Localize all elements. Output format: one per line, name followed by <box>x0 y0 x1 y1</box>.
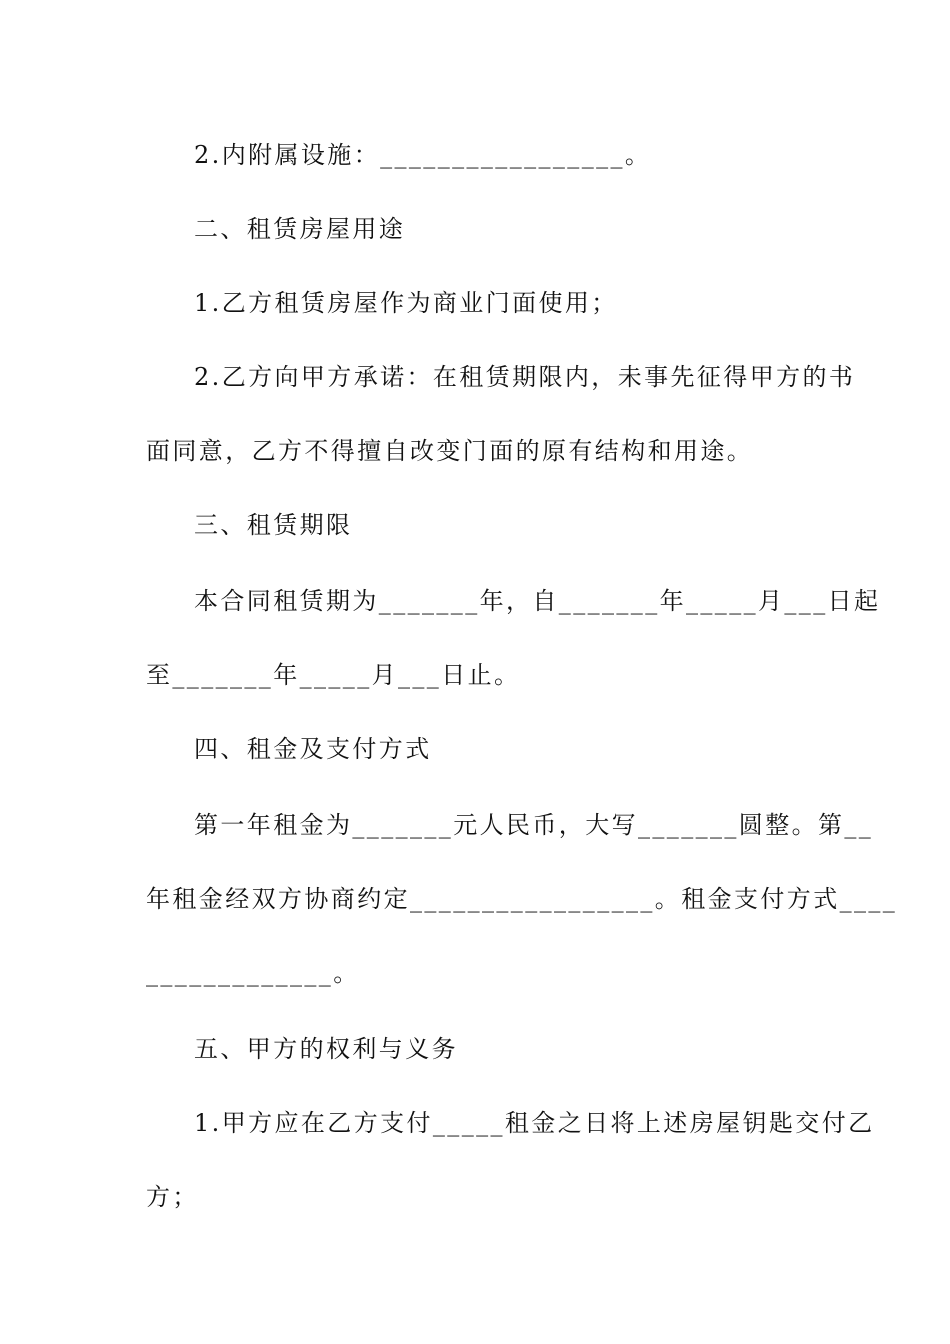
clause-term-line2: 至_______年_____月___日止。 <box>146 661 521 689</box>
section-heading-term: 三、租赁期限 <box>194 511 353 539</box>
clause-party-a-1-line1: 1.甲方应在乙方支付_____租金之日将上述房屋钥匙交付乙 <box>194 1109 875 1137</box>
clause-party-a-1-line2: 方； <box>146 1183 199 1211</box>
clause-purpose-1: 1.乙方租赁房屋作为商业门面使用； <box>194 289 618 317</box>
section-heading-rent: 四、租金及支付方式 <box>194 735 432 763</box>
clause-term-line1: 本合同租赁期为_______年，自_______年_____月___日起 <box>194 587 881 615</box>
clause-rent-line2: 年租金经双方协商约定_________________。租金支付方式____ <box>146 885 898 913</box>
clause-rent-line3: _____________。 <box>146 959 360 987</box>
clause-purpose-2-line2: 面同意，乙方不得擅自改变门面的原有结构和用途。 <box>146 437 754 465</box>
clause-rent-line1: 第一年租金为_______元人民币，大写_______圆整。第__ <box>194 811 874 839</box>
clause-purpose-2-line1: 2.乙方向甲方承诺：在租赁期限内，未事先征得甲方的书 <box>194 363 856 391</box>
clause-2-1-facilities: 2.内附属设施：_________________。 <box>194 141 652 169</box>
section-heading-purpose: 二、租赁房屋用途 <box>194 215 406 243</box>
section-heading-party-a: 五、甲方的权利与义务 <box>194 1035 458 1063</box>
